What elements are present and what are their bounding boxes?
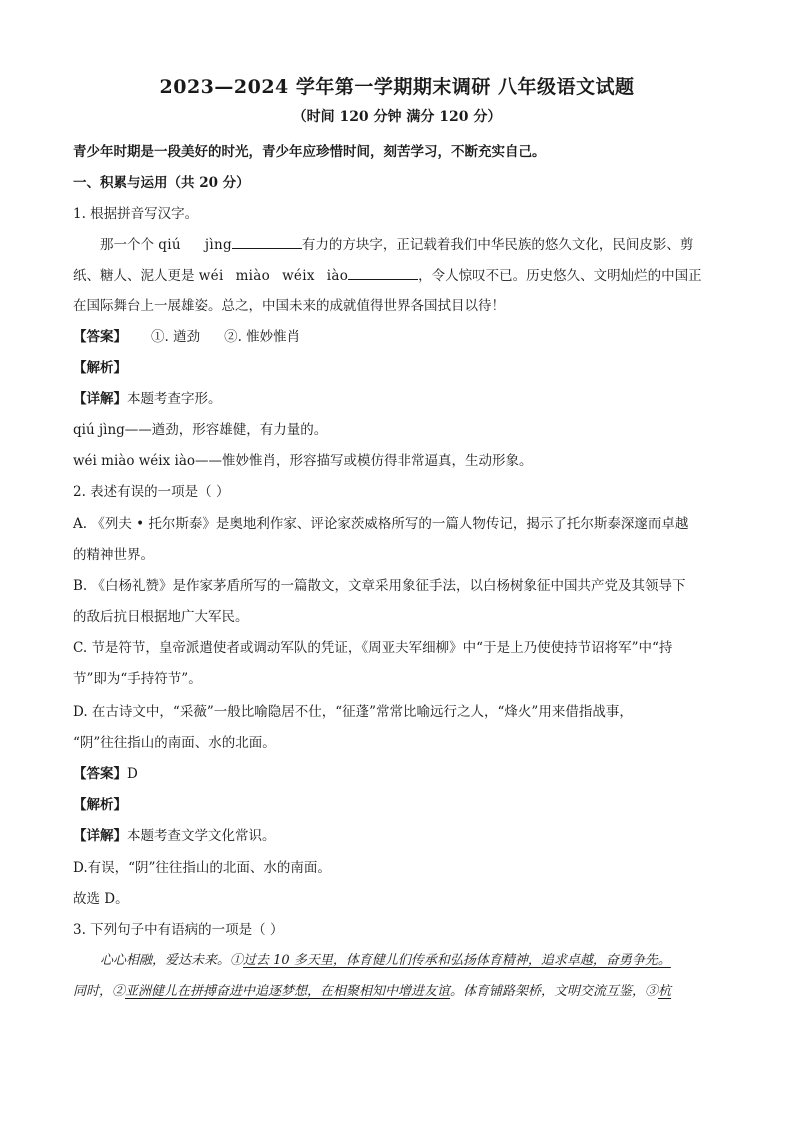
q2-stem: 2. 表述有误的一项是（ ）	[73, 484, 230, 500]
q1-answer	[73, 327, 300, 347]
pinyin: iào	[326, 268, 349, 284]
q1-analysis-label: 【解析】	[73, 360, 127, 376]
exam-subtitle: （时间 120 分钟 满分 120 分）	[292, 109, 502, 125]
underlined-sentence-2: 亚洲健儿在拼搏奋进中追逐梦想，在相聚相知中增进友谊	[125, 984, 451, 999]
pinyin: jìng	[204, 237, 232, 253]
q1-detail-1: qiú jìng——遒劲，形容雄健，有力量的。	[73, 422, 328, 438]
pinyin: qiú	[158, 237, 181, 253]
text: ，令人惊叹不已。历史悠久、文明灿烂的中国正	[418, 268, 702, 284]
q1-stem: 1. 根据拼音写汉字。	[73, 206, 199, 222]
detail-label: 【详解】	[73, 828, 127, 844]
q3-passage-line-2	[73, 982, 671, 1002]
pinyin: miào	[235, 268, 271, 284]
q2-option-b-line-2: 的敌后抗日根据地广大军民。	[73, 609, 249, 625]
q2-explanation-2: 故选 D。	[73, 891, 129, 907]
q2-answer	[73, 764, 138, 784]
motto: 青少年时期是一段美好的时光，青少年应珍惜时间，刻苦学习，不断充实自己。	[73, 144, 546, 160]
text: 同时，②	[73, 984, 126, 999]
answer-blank[interactable]	[348, 265, 418, 280]
pinyin: wéi	[198, 268, 224, 284]
detail-text: 本题考查文学文化常识。	[127, 828, 276, 844]
answer-label: 【答案】	[73, 329, 127, 345]
q2-option-d-line-2: “阴”往往指山的南面、水的北面。	[73, 735, 276, 751]
text: 有力的方块字，正记载着我们中华民族的悠久文化，民间皮影、剪	[301, 237, 694, 253]
answer-value: D	[127, 766, 138, 782]
detail-text: 本题考查字形。	[127, 391, 222, 407]
q1-paragraph-line-3: 在国际舞台上一展雄姿。总之，中国未来的成就值得世界各国拭目以待！	[73, 298, 505, 314]
q2-option-c-line-2: 节”即为“手持符节”。	[73, 671, 202, 687]
q2-analysis-label: 【解析】	[73, 797, 127, 813]
answer-1: ①. 遒劲	[151, 329, 201, 345]
q2-option-c-line-1: C. 节是符节，皇帝派遣使者或调动军队的凭证，《周亚夫军细柳》中“于是上乃使使持节诏将军”中“持	[73, 640, 673, 656]
q1-detail-2: wéi miào wéix iào——惟妙惟肖，形容描写或模仿得非常逼真，生动形象。	[73, 453, 533, 469]
pinyin: wéix	[282, 268, 315, 284]
underlined-sentence-3: 杭	[658, 984, 672, 999]
q1-paragraph-line-2	[73, 265, 702, 286]
exam-title: 2023—2024 学年第一学期期末调研 八年级语文试题	[159, 76, 635, 98]
text: 。体育铺路架桥，文明交流互鉴，③	[450, 984, 659, 999]
section-heading: 一、积累与运用（共 20 分）	[73, 175, 250, 191]
q2-option-b-line-1: B. 《白杨礼赞》是作家茅盾所写的一篇散文，文章采用象征手法，以白杨树象征中国共产党及其领导下	[73, 578, 686, 594]
text: 纸、糖人、泥人更是	[73, 268, 199, 284]
q2-detail	[73, 826, 276, 846]
q2-option-d-line-1: D. 在古诗文中，“采薇”一般比喻隐居不仕，“征蓬”常常比喻远行之人，“烽火”用来借指战事，	[73, 704, 633, 720]
q3-passage-line-1	[100, 951, 671, 971]
q1-detail	[73, 389, 222, 409]
answer-blank[interactable]	[232, 234, 302, 249]
q2-explanation-1: D.有误，“阴”往往指山的北面、水的南面。	[73, 860, 331, 876]
q1-paragraph-line-1	[100, 234, 693, 255]
q2-option-a-line-1: A. 《列夫 • 托尔斯泰》是奥地利作家、评论家茨威格所写的一篇人物传记，揭示了托尔斯泰深邃而卓越	[73, 516, 689, 532]
q2-option-a-line-2: 的精神世界。	[73, 547, 154, 563]
detail-label: 【详解】	[73, 391, 127, 407]
answer-label: 【答案】	[73, 766, 127, 782]
q3-stem: 3. 下列句子中有语病的一项是（ ）	[73, 922, 284, 938]
text: 心心相融，爱达未来。①	[100, 953, 244, 968]
underlined-sentence-1: 过去 10 多天里，体育健儿们传承和弘扬体育精神，追求卓越，奋勇争先。	[243, 953, 671, 968]
answer-2: ②. 惟妙惟肖	[224, 329, 301, 345]
text: 那一个个	[100, 237, 159, 253]
